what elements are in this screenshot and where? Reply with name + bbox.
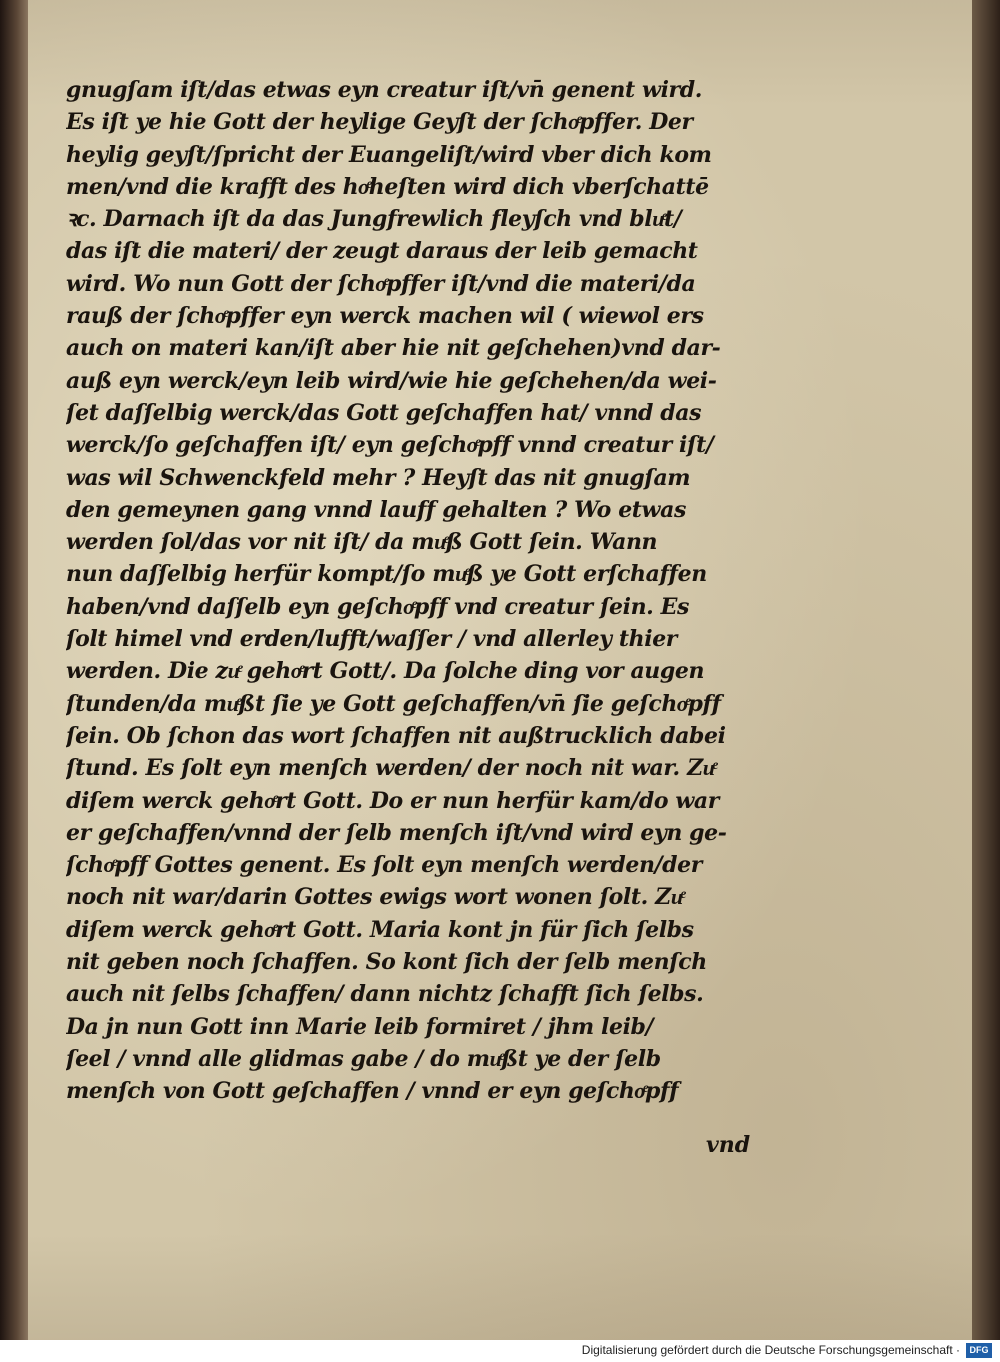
text-line: nun daſſelbig herfür kompt/ſo muͤß ye Gott erſchaffen — [66, 561, 707, 588]
text-line: haben/vnd daſſelb eyn geſchoͤpff vnd creatur ſein. Es — [66, 593, 690, 620]
text-line: ſchoͤpff Gottes genent. Es ſolt eyn menſch werden/der — [66, 852, 702, 879]
text-line: wird. Wo nun Gott der ſchoͤpffer iſt/vnd die materi/da — [66, 270, 696, 297]
text-line: ꝛc. Darnach iſt da das Jungfrewlich fleyſch vnd bluͤt/ — [66, 206, 682, 233]
dfg-logo: DFG — [966, 1343, 992, 1358]
text-line: das iſt die materi/ der zeugt daraus der leib gemacht — [66, 238, 698, 265]
text-line: ſet daſſelbig werck/das Gott geſchaffen hat/ vnnd das — [66, 399, 702, 426]
text-line: noch nit war/darin Gottes ewigs wort wonen ſolt. Zuͤ — [66, 884, 683, 911]
text-line: diſem werck gehoͤrt Gott. Maria kont jn für ſich ſelbs — [66, 916, 694, 943]
text-line: auch nit ſelbs ſchaffen/ dann nichtz ſchafft ſich ſelbs. — [66, 981, 704, 1008]
text-line: rauß der ſchoͤpffer eyn werck machen wil ( wiewol ers — [66, 303, 704, 330]
text-line: er geſchaffen/vnnd der ſelb menſch iſt/vnd wird eyn ge- — [66, 819, 727, 846]
page-text — [66, 74, 780, 1108]
text-line: gnugſam iſt/das etwas eyn creatur iſt/vn̄ genent wird. — [66, 77, 702, 103]
text-line: den gemeynen gang vnnd lauff gehalten ? Wo etwas — [66, 496, 686, 523]
funding-credit: Digitalisierung gefördert durch die Deutsche Forschungsgemeinschaft · — [581, 1343, 960, 1357]
text-line: werden. Die zuͤ gehoͤrt Gott/. Da ſolche ding vor augen — [66, 658, 705, 685]
text-line: ſtunden/da muͤßt ſie ye Gott geſchaffen/vn̄ ſie geſchoͤpff — [66, 690, 721, 717]
page-spine-shadow — [0, 0, 28, 1340]
text-line: heylig geyſt/ſpricht der Euangeliſt/wird vber dich kom — [66, 141, 712, 168]
text-line: Da jn nun Gott inn Marie leib formiret / jhm leib/ — [66, 1013, 654, 1040]
text-line: ſtund. Es ſolt eyn menſch werden/ der noch nit war. Zuͤ — [66, 755, 715, 782]
text-line: ſeel / vnnd alle glidmas gabe / do muͤßt ye der ſelb — [66, 1045, 661, 1072]
text-line: werden ſol/das vor nit iſt/ da muͤß Gott ſein. Wann — [66, 529, 658, 556]
text-line: nit geben noch ſchaffen. So kont ſich der ſelb menſch — [66, 949, 707, 976]
catchword: vnd — [706, 1132, 751, 1158]
text-line: ſein. Ob ſchon das wort ſchaffen nit außtrucklich dabei — [66, 722, 726, 749]
footer-bar — [0, 1340, 1000, 1362]
text-line: werck/ſo geſchaffen iſt/ eyn geſchoͤpff vnnd creatur iſt/ — [66, 432, 714, 459]
text-line: auß eyn werck/eyn leib wird/wie hie geſchehen/da wei- — [66, 367, 717, 394]
text-line: diſem werck gehoͤrt Gott. Do er nun herfür kam/do war — [66, 787, 719, 814]
text-line: ſolt himel vnd erden/lufft/waſſer / vnd allerley thier — [66, 626, 677, 653]
page-edge-shadow — [972, 0, 1000, 1340]
text-line: was wil Schwenckfeld mehr ? Heyſt das nit gnugſam — [66, 464, 691, 491]
text-line: Es iſt ye hie Gott der heylige Geyſt der ſchoͤpffer. Der — [66, 109, 693, 136]
text-line: auch on materi kan/iſt aber hie nit geſchehen)vnd dar- — [66, 335, 721, 362]
text-line: men/vnd die krafft des hoͤheſten wird dich vberſchattē — [66, 173, 709, 200]
text-line: menſch von Gott geſchaffen / vnnd er eyn geſchoͤpff — [66, 1078, 679, 1105]
